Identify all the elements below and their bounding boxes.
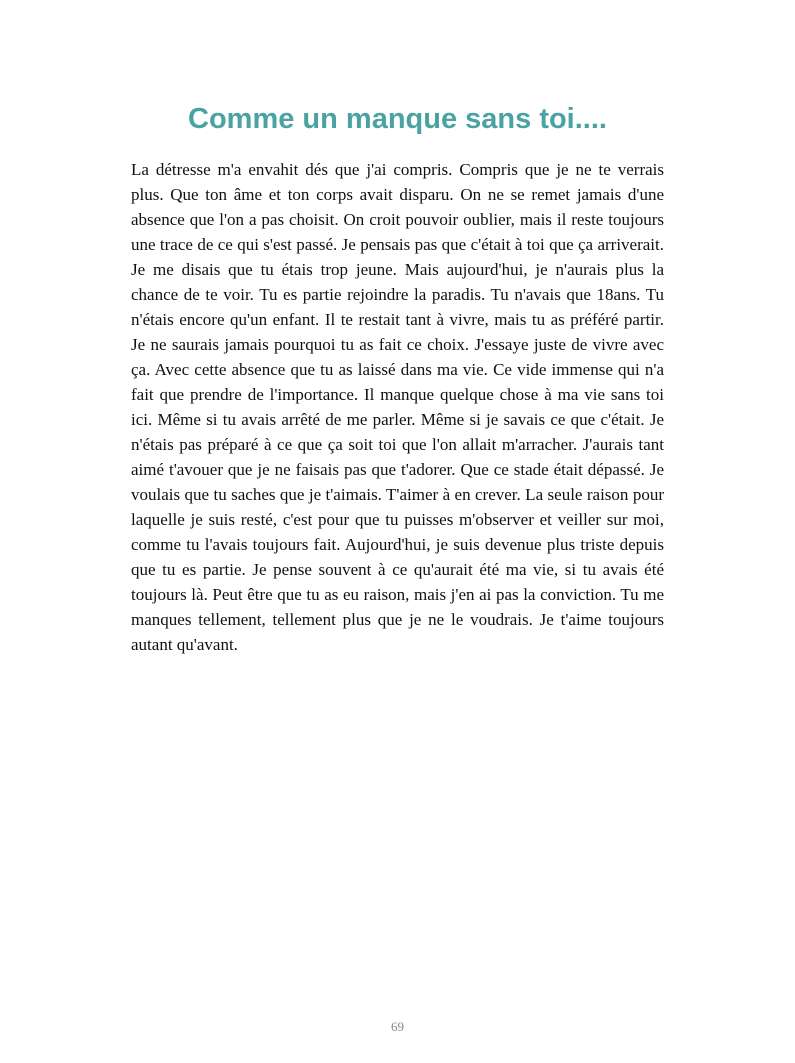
page-number: 69 <box>391 1019 404 1034</box>
body-paragraph: La détresse m'a envahit dés que j'ai compris. Compris que je ne te verrais plus. Que ton âme et ton corps avait disparu. On ne se remet jamais d'une absence que l'on a pas choisit. On croit pouvoir oublier, mais il reste toujours une trace de ce qui s'est passé. Je pensais pas que c'était à toi que ça arriverait. Je me disais que tu étais trop jeune. Mais aujourd'hui, je n'aurais plus la chance de te voir. Tu es partie rejoindre la paradis. Tu n'avais que 18ans. Tu n'étais encore qu'un enfant. Il te restait tant à vivre, mais tu as préféré partir. Je ne saurais jamais pourquoi tu as fait ce choix. J'essaye juste de vivre avec ça. Avec cette absence que tu as laissé dans ma vie. Ce vide immense qui n'a fait que prendre de l'importance. Il manque quelque chose à ma vie sans toi ici. Même si tu avais arrêté de me parler. Même si je savais ce que c'était. Je n'étais pas préparé à ce que ça soit toi que l'on allait m'arracher. J'aurais tant aimé t'avouer que je ne faisais pas que t'adorer. Que ce stade était dépassé. Je voulais que tu saches que je t'aimais. T'aimer à en crever. La seule raison pour laquelle je suis resté, c'est pour que tu puisses m'observer et veiller sur moi, comme tu l'avais toujours fait. Aujourd'hui, je suis devenue plus triste depuis que tu es partie. Je pense souvent à ce qu'aurait été ma vie, si tu avais été toujours là. Peut être que tu as eu raison, mais j'en ai pas la conviction. Tu me manques tellement, tellement plus que je ne le voudrais. Je t'aime toujours autant qu'avant. <box>131 160 664 654</box>
page-title: Comme un manque sans toi.... <box>188 103 607 135</box>
